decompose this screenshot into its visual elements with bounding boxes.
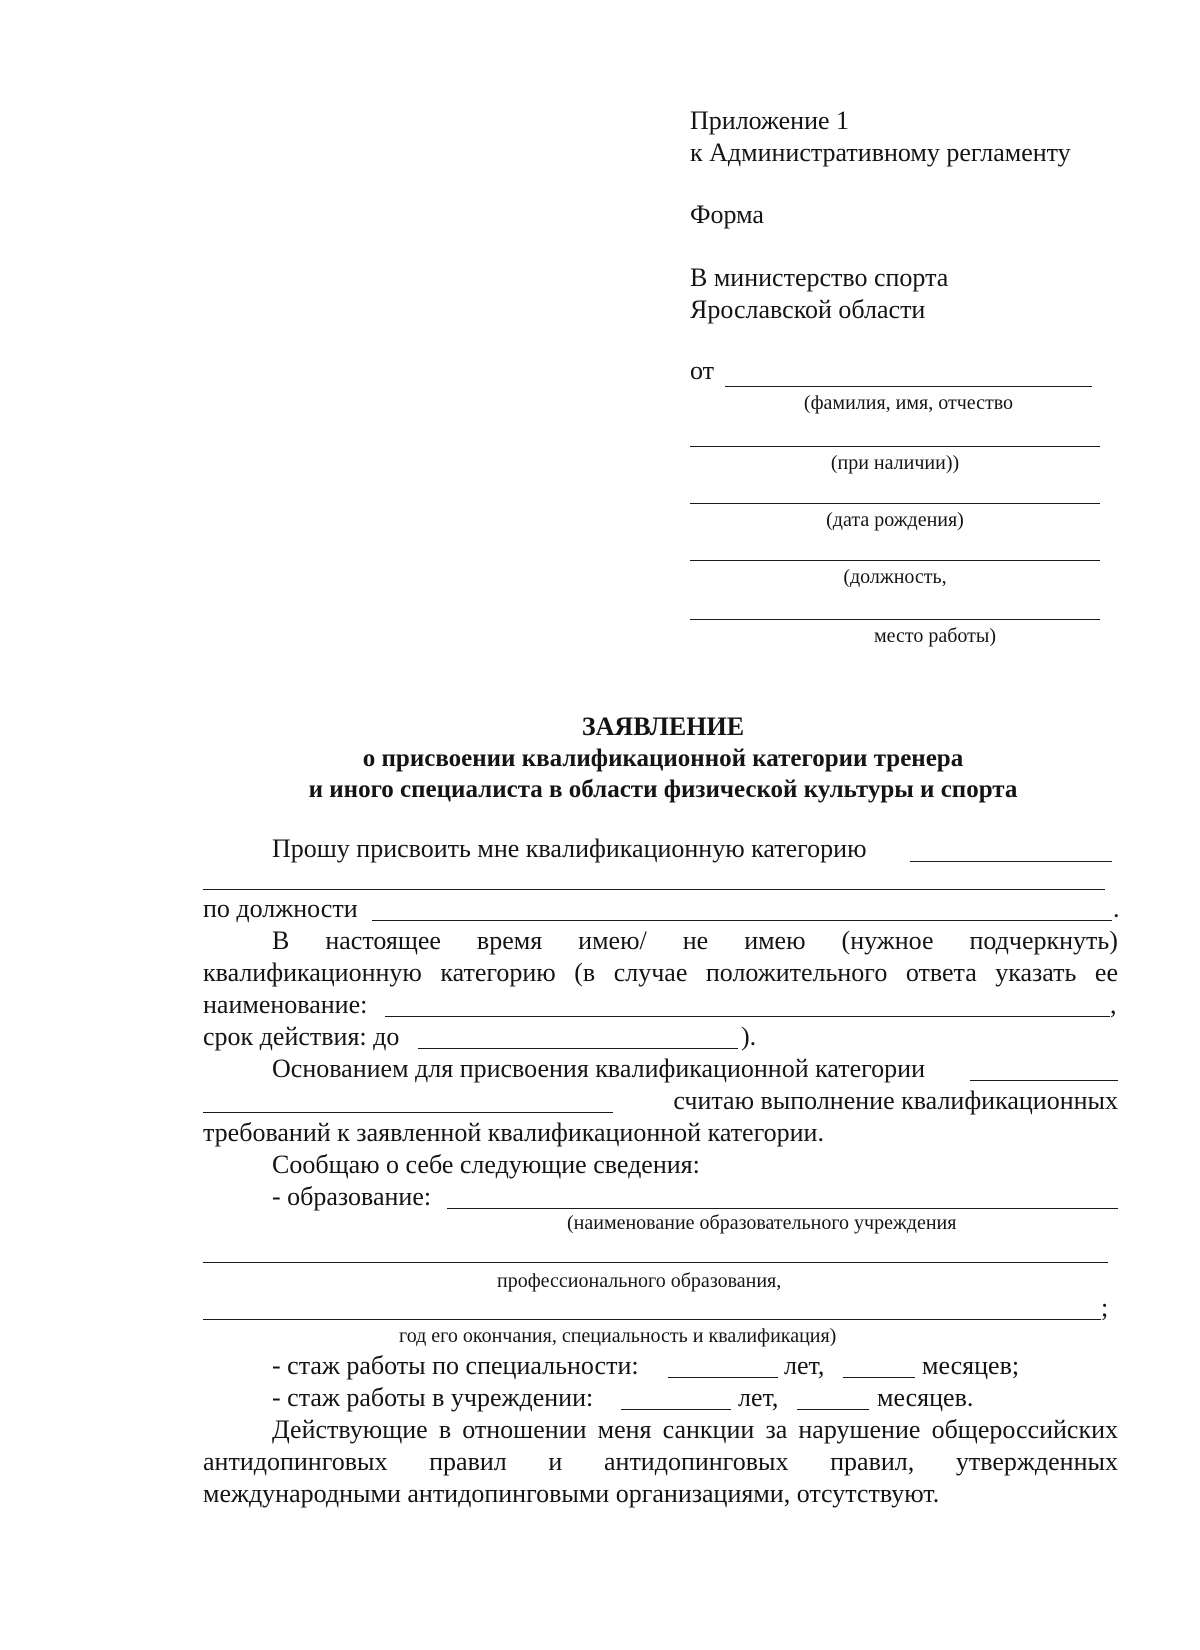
recipient-line-1: В министерство спорта (690, 263, 949, 292)
education-field-line-3[interactable] (203, 1319, 1101, 1320)
validity-label: срок действия: до (203, 1022, 400, 1051)
caption-name: (фамилия, имя, отчество (803, 392, 1014, 414)
validity-end: ). (741, 1022, 757, 1051)
position-end: . (1113, 894, 1120, 923)
word: (нужное (841, 926, 934, 955)
regulation-label: к Административному регламенту (690, 138, 1071, 167)
caption-workplace: место работы) (873, 625, 996, 647)
word: подчеркнуть) (969, 926, 1118, 955)
word: В (272, 926, 290, 955)
appendix-label: Приложение 1 (690, 106, 850, 135)
basis-line-3: требований к заявленной квалификационной категории. (203, 1118, 824, 1147)
current-category-line-1 (272, 925, 1118, 956)
education-field-line-2[interactable] (203, 1262, 1108, 1263)
word: время (476, 926, 543, 955)
word: антидопинговых (603, 1447, 789, 1476)
birth-date-field-line[interactable] (690, 503, 1100, 504)
education-caption-3: год его окончания, специальность и квалификация) (399, 1325, 837, 1347)
caption-position: (должность, (843, 566, 947, 588)
basis-field-line-2[interactable] (203, 1112, 613, 1113)
education-field-line[interactable] (447, 1208, 1118, 1209)
sanctions-line-2 (203, 1446, 1118, 1477)
sanctions-line-3: международными антидопинговыми организациями, отсутствуют. (203, 1479, 940, 1508)
experience-specialty-label: - стаж работы по специальности: (272, 1351, 639, 1380)
current-category-line-2: квалификационную категорию (в случае положительного ответа указать ее (203, 958, 1118, 987)
has-not-option[interactable]: имею (744, 926, 806, 955)
category-name-field-line[interactable] (385, 1016, 1110, 1017)
word: правил (429, 1447, 507, 1476)
validity-date-field-line[interactable] (418, 1048, 738, 1049)
basis-continuation: считаю выполнение квалификационных (673, 1086, 1118, 1115)
document-subtitle-1: о присвоении квалификационной категории тренера (362, 745, 964, 772)
basis-text: Основанием для присвоения квалификационной категории (272, 1054, 925, 1083)
experience-institution-label: - стаж работы в учреждении: (272, 1383, 594, 1412)
has-option[interactable]: имею/ (578, 926, 647, 955)
years-label: лет, (784, 1351, 825, 1380)
document-title: ЗАЯВЛЕНИЕ (581, 712, 745, 741)
experience-institution-years-field[interactable] (621, 1409, 731, 1410)
years-label-2: лет, (738, 1383, 779, 1412)
months-label: месяцев; (922, 1351, 1020, 1380)
word: утвержденных (955, 1447, 1118, 1476)
form-label: Форма (690, 200, 764, 229)
category-field-line-2[interactable] (203, 889, 1105, 890)
sanctions-line-1: Действующие в отношении меня санкции за нарушение общероссийских (272, 1415, 1118, 1444)
category-field-line[interactable] (910, 861, 1112, 862)
position-field-line[interactable] (690, 560, 1100, 561)
position-label: по должности (203, 894, 358, 923)
caption-birth-date: (дата рождения) (826, 509, 964, 531)
category-name-label: наименование: (203, 990, 368, 1019)
word: настоящее (325, 926, 441, 955)
education-end: ; (1101, 1293, 1109, 1322)
applicant-name-field-line[interactable] (725, 386, 1092, 387)
word: не (682, 926, 709, 955)
caption-patronymic: (при наличии)) (830, 452, 960, 474)
from-label: от (690, 356, 715, 385)
months-label-2: месяцев. (877, 1383, 974, 1412)
recipient-line-2: Ярославской области (690, 295, 926, 324)
experience-institution-months-field[interactable] (797, 1409, 869, 1410)
education-caption-2: профессионального образования, (497, 1270, 782, 1292)
education-caption-1: (наименование образовательного учреждения (567, 1212, 957, 1234)
info-text: Сообщаю о себе следующие сведения: (272, 1150, 700, 1179)
position-field-line-main[interactable] (372, 920, 1112, 921)
word: правил, (830, 1447, 915, 1476)
word: и (548, 1447, 563, 1476)
education-label: - образование: (272, 1182, 432, 1211)
category-name-end: , (1110, 990, 1117, 1019)
experience-specialty-months-field[interactable] (843, 1377, 915, 1378)
experience-specialty-years-field[interactable] (668, 1377, 778, 1378)
word: антидопинговых (203, 1447, 388, 1476)
document-subtitle-2: и иного специалиста в области физической культуры и спорта (308, 776, 1018, 803)
workplace-field-line[interactable] (690, 619, 1100, 620)
request-text: Прошу присвоить мне квалификационную категорию (272, 834, 867, 863)
applicant-name-field-line-2[interactable] (690, 446, 1100, 447)
basis-field-line[interactable] (970, 1080, 1118, 1081)
